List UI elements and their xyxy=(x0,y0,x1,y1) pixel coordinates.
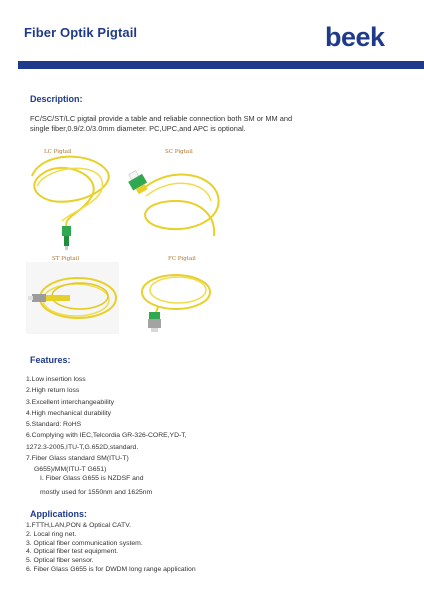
description-text: FC/SC/ST/LC pigtail provide a table and reliable connection both SM or MM and single fiber,0.9/2.0/3.0mm diameter. PC,UPC,and APC is optional. xyxy=(30,114,293,133)
fc-pigtail-photo xyxy=(138,262,216,334)
list-item: 1.Low insertion loss xyxy=(26,376,86,383)
list-item: 5. Optical fiber sensor. xyxy=(26,557,94,565)
lc-pigtail-photo xyxy=(22,146,120,251)
st-pigtail-caption: ST Pigtail xyxy=(52,256,80,262)
list-item: 6. Fiber Glass G655 is for DWDM long range application xyxy=(26,565,196,573)
description-heading: Description: xyxy=(30,94,83,104)
list-item: 4.High mechanical durability xyxy=(26,409,112,417)
page-header xyxy=(0,0,424,62)
list-item: 2.High return loss xyxy=(26,387,80,395)
st-pigtail-photo xyxy=(26,262,119,334)
brand-logo: beek xyxy=(325,22,385,52)
list-item: 1.FTTH,LAN,PON & Optical CATV. xyxy=(26,522,131,529)
list-item: 7.Fiber Glass standard SM(ITU-T) xyxy=(26,455,129,463)
list-item: 5.Standard: RoHS xyxy=(26,421,82,429)
applications-list xyxy=(26,522,196,575)
list-item: 1272.3-2005,ITU-T,G.652D,standard. xyxy=(26,443,139,451)
sc-pigtail-caption: SC Pigtail xyxy=(165,149,193,155)
list-item: 2. Local ring net. xyxy=(26,530,77,538)
list-item: G655)/MM(ITU-T G651) xyxy=(34,466,107,474)
fc-pigtail-caption: FC Pigtail xyxy=(168,256,196,262)
features-list xyxy=(26,374,187,498)
list-item: 3.Excellent interchangeability xyxy=(26,398,115,406)
list-item: 6.Complying with IEC,Telcordia GR-326-CORE,YD-T, xyxy=(26,432,187,440)
list-item: 4. Optical fiber test equipment. xyxy=(26,548,119,556)
list-item: I. Fiber Glass G655 is NZDSF and xyxy=(40,474,144,482)
lc-pigtail-caption: LC Pigtail xyxy=(44,149,72,155)
header-rule xyxy=(18,61,424,69)
features-heading: Features: xyxy=(30,355,71,365)
applications-heading: Applications: xyxy=(30,509,88,519)
list-item: 3. Optical fiber communication system. xyxy=(26,539,143,547)
sc-pigtail-photo xyxy=(126,146,224,248)
page-title: Fiber Optik Pigtail xyxy=(24,25,138,40)
list-item: mostly used for 1550nm and 1625nm xyxy=(40,488,153,496)
